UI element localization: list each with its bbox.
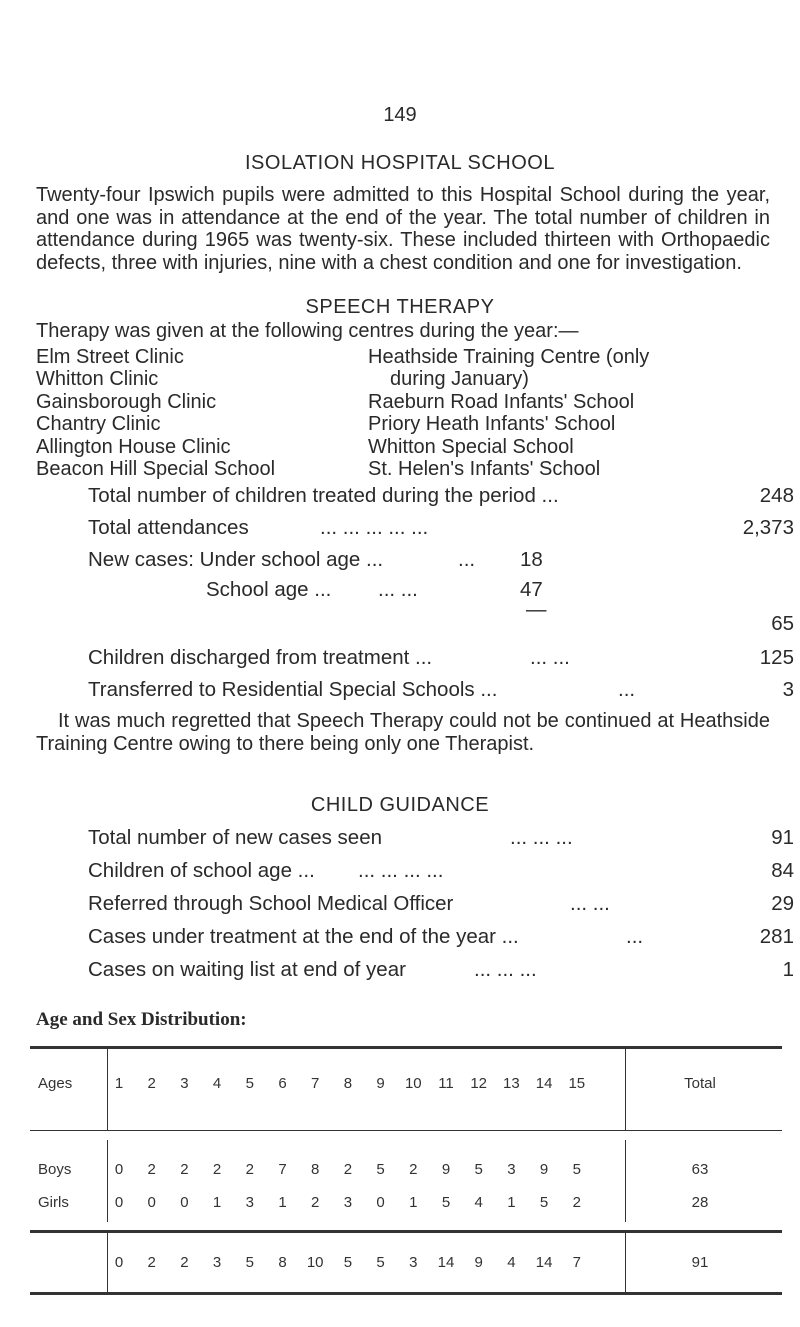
- distribution-heading: Age and Sex Distribution:: [36, 1009, 247, 1030]
- table-cell: 2: [409, 1161, 418, 1178]
- table-cell: 0: [114, 1254, 124, 1271]
- stat-label: Total number of new cases seen: [88, 826, 382, 849]
- stat-discharged: [88, 646, 794, 672]
- table-cell: 1: [507, 1194, 516, 1211]
- table-cell: 13: [503, 1075, 520, 1092]
- isolation-paragraph: Twenty-four Ipswich pupils were admitted to this Hospital School during the year, and one was in attendance at the end of the year. The total number of children in attendance during 1965 was twenty-six. These included thirteen with Orthopaedic defects, three with injuries, nine with a chest condition and one for investigation.: [36, 184, 770, 274]
- stat-value: 281: [759, 925, 794, 948]
- table-subtotal-rule: [30, 1230, 782, 1233]
- table-cell: 7: [572, 1254, 581, 1271]
- stat-value: 18: [520, 548, 543, 571]
- table-cell: 10: [306, 1254, 324, 1271]
- stat-transferred: [88, 678, 794, 704]
- isolation-heading: ISOLATION HOSPITAL SCHOOL: [245, 152, 555, 174]
- table-cell: 0: [147, 1194, 156, 1211]
- row-total: Total: [684, 1075, 716, 1092]
- stat-total-treated: [88, 484, 794, 510]
- table-cell: 3: [507, 1161, 516, 1178]
- table-cell: 2: [180, 1254, 189, 1271]
- table-cell: 9: [474, 1254, 483, 1271]
- centres-right-list: [368, 346, 649, 480]
- table-top-rule: [30, 1046, 782, 1049]
- table-cell: 4: [474, 1194, 483, 1211]
- stat-leader-dots: ...: [626, 925, 644, 948]
- stat-label: Transferred to Residential Special Schools ...: [88, 678, 498, 701]
- centre-item: St. Helen's Infants' School: [368, 458, 601, 481]
- stat-leader-dots: ...: [618, 678, 636, 701]
- stat-new-total: [88, 598, 794, 635]
- centre-item: Elm Street Clinic: [36, 346, 184, 368]
- table-cell: 8: [278, 1254, 287, 1271]
- table-cell: 2: [147, 1254, 156, 1271]
- table-cell: 4: [507, 1254, 516, 1271]
- table-cell: 7: [278, 1161, 287, 1178]
- table-cell: 2: [245, 1161, 254, 1178]
- stat-new-under-school-age: [88, 548, 794, 574]
- stat-leader-dots: ... ... ...: [510, 826, 573, 849]
- speech-regret-paragraph: It was much regretted that Speech Therapy could not be continued at Heathside Training Centre owing to there being only one Therapist.: [36, 710, 770, 755]
- table-cell: 2: [147, 1161, 156, 1178]
- centres-left-list: [36, 346, 275, 480]
- table-cell: 0: [114, 1161, 124, 1178]
- table-header-rule: [30, 1130, 782, 1131]
- stat-value: 3: [782, 678, 794, 701]
- stat-attendances: [88, 516, 794, 542]
- stat-leader-dots: ... ...: [530, 646, 570, 669]
- table-cell: 3: [409, 1254, 418, 1271]
- table-cell: 10: [404, 1075, 422, 1092]
- table-cell: 0: [180, 1194, 189, 1211]
- table-cell: 15: [568, 1075, 586, 1092]
- table-cell: 5: [245, 1075, 254, 1092]
- table-cell: 4: [212, 1075, 222, 1092]
- table-cell: 5: [441, 1194, 451, 1211]
- stat-value: 125: [759, 646, 794, 669]
- table-cell: 6: [278, 1075, 287, 1092]
- table-cell: 7: [311, 1075, 320, 1092]
- table-cell: 14: [535, 1254, 553, 1271]
- stat-leader-dots: ... ...: [570, 892, 610, 915]
- page-number: 149: [383, 104, 417, 126]
- table-cell: 2: [180, 1161, 189, 1178]
- centre-item: during January): [390, 368, 529, 391]
- table-cell: 2: [212, 1161, 222, 1178]
- stat-label: Cases on waiting list at end of year: [88, 958, 406, 981]
- table-cell: 11: [438, 1075, 454, 1092]
- stat-leader-dots: ... ... ...: [474, 958, 537, 981]
- table-cell: 1: [409, 1194, 418, 1211]
- table-cell: 9: [539, 1161, 549, 1178]
- row-label: Girls: [38, 1194, 69, 1211]
- table-cell: 2: [311, 1194, 320, 1211]
- speech-heading: SPEECH THERAPY: [305, 296, 495, 318]
- speech-intro: Therapy was given at the following centres during the year:—: [36, 320, 579, 342]
- table-cell: 9: [376, 1075, 385, 1092]
- table-cell: 0: [114, 1194, 124, 1211]
- table-cell: 14: [437, 1254, 455, 1271]
- boys-row: [0, 1161, 800, 1181]
- stat-value: 84: [771, 859, 794, 882]
- stat-label: Cases under treatment at the end of the year ...: [88, 925, 519, 948]
- stat-label: Children discharged from treatment ...: [88, 646, 433, 669]
- table-cell: 5: [376, 1161, 385, 1178]
- guidance-row: [88, 826, 794, 852]
- stat-value: 65: [771, 612, 794, 635]
- stat-label: Total number of children treated during the period ...: [88, 484, 559, 507]
- centre-item: Priory Heath Infants' School: [368, 413, 616, 436]
- table-cell: 3: [180, 1075, 189, 1092]
- row-total: 91: [691, 1254, 709, 1271]
- row-label: Ages: [38, 1075, 73, 1092]
- table-cell: 1: [114, 1075, 124, 1092]
- table-cell: 3: [212, 1254, 222, 1271]
- table-cell: 0: [376, 1194, 385, 1211]
- guidance-row: [88, 859, 794, 885]
- subtotal-dash: —: [526, 598, 547, 621]
- centre-item: Heathside Training Centre (only: [368, 346, 650, 368]
- table-cell: 5: [539, 1194, 549, 1211]
- table-cell: 3: [245, 1194, 254, 1211]
- stat-label: School age ...: [206, 578, 332, 601]
- stat-value: 47: [520, 578, 543, 601]
- table-cell: 1: [278, 1194, 287, 1211]
- stat-value: 1: [782, 958, 794, 981]
- stat-label: Referred through School Medical Officer: [88, 892, 454, 915]
- stat-leader-dots: ... ... ... ...: [358, 859, 444, 882]
- centre-item: Chantry Clinic: [36, 413, 161, 436]
- table-cell: 2: [147, 1075, 156, 1092]
- table-bottom-rule: [30, 1292, 782, 1295]
- centre-item: Beacon Hill Special School: [36, 458, 276, 481]
- totals-row: [0, 1254, 800, 1274]
- centre-item: Allington House Clinic: [36, 435, 231, 458]
- centre-item: Raeburn Road Infants' School: [368, 390, 635, 413]
- guidance-row: [88, 925, 794, 951]
- row-total: 28: [691, 1194, 709, 1211]
- guidance-row: [88, 892, 794, 918]
- stat-value: 2,373: [742, 516, 794, 539]
- stat-value: 248: [759, 484, 794, 507]
- table-cell: 1: [212, 1194, 222, 1211]
- stat-label: Total attendances: [88, 516, 249, 539]
- table-cell: 9: [441, 1161, 451, 1178]
- stat-value: 91: [771, 826, 794, 849]
- stat-leader-dots: ... ...: [378, 578, 418, 601]
- table-cell: 5: [572, 1161, 581, 1178]
- table-cell: 12: [470, 1075, 488, 1092]
- stat-new-school-age: [88, 578, 794, 604]
- table-cell: 5: [376, 1254, 385, 1271]
- table-cell: 2: [572, 1194, 581, 1211]
- centre-item: Gainsborough Clinic: [36, 390, 217, 413]
- table-cell: 2: [343, 1161, 353, 1178]
- stat-leader-dots: ... ... ... ... ...: [320, 516, 429, 539]
- stat-label: Children of school age ...: [88, 859, 315, 882]
- table-cell: 8: [343, 1075, 353, 1092]
- table-cell: 3: [343, 1194, 353, 1211]
- centre-item: Whitton Clinic: [36, 368, 159, 391]
- table-cell: 5: [343, 1254, 353, 1271]
- centre-item: Whitton Special School: [368, 435, 574, 458]
- stat-label: New cases: Under school age ...: [88, 548, 384, 571]
- stat-value: 29: [771, 892, 794, 915]
- guidance-row: [88, 958, 794, 984]
- row-label: Boys: [38, 1161, 72, 1178]
- stat-leader-dots: ...: [458, 548, 476, 571]
- row-total: 63: [691, 1161, 709, 1178]
- table-cell: 14: [535, 1075, 553, 1092]
- table-cell: 5: [474, 1161, 483, 1178]
- girls-row: [0, 1194, 800, 1214]
- ages-row: [0, 1075, 800, 1095]
- guidance-heading: CHILD GUIDANCE: [310, 794, 490, 816]
- table-cell: 8: [311, 1161, 320, 1178]
- table-cell: 5: [245, 1254, 254, 1271]
